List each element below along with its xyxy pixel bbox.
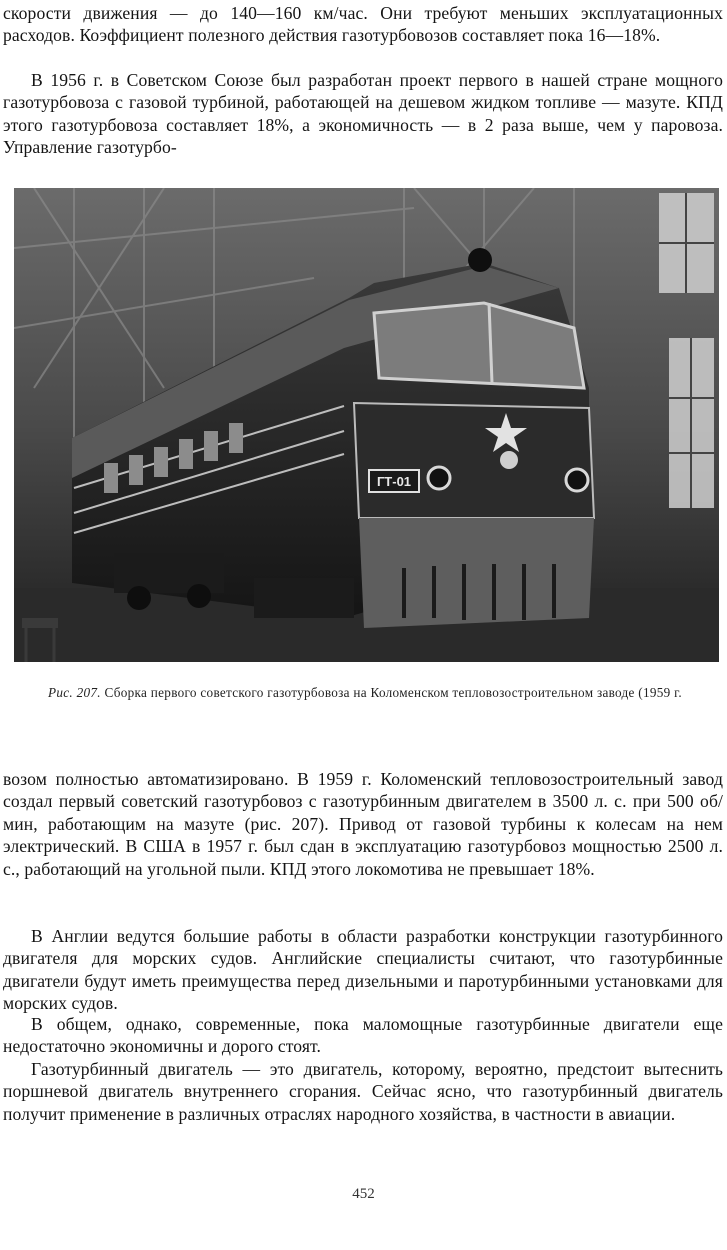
locomotive-number-plate: ГТ-01	[376, 474, 412, 489]
locomotive-photo	[14, 188, 719, 662]
paragraph-in-general: В общем, однако, современные, пока маломощные газотурбинные двигатели еще недостаточно экономичны и дорого стоят.	[3, 1014, 723, 1057]
caption-text: Сборка первого советского газотурбовоза на Коломенском тепловозостроительном заводе (1959 г.	[104, 685, 682, 700]
paragraph-england: В Англии ведутся большие работы в области разработки конструкции газотурбинного двигателя для морских судов. Английские специалисты считают, что газотурбинные двигатели будут иметь преимущества перед дизельными и паротурбинными установками для морских судов.	[3, 926, 723, 1014]
caption-figure-label: Рис. 207.	[48, 685, 101, 700]
figure-caption	[40, 684, 690, 702]
paragraph-conclusion: Газотурбинный двигатель — это двигатель, которому, вероятно, предстоит вытеснить поршневой двигатель внутреннего сгорания. Сейчас ясно, что газотурбинный двигатель получит применение в различных отраслях народного хозяйства, в частности в авиации.	[3, 1059, 723, 1124]
paragraph-1959-kolomna: возом полностью автоматизировано. В 1959 г. Коломенский тепловозостроительный завод создал первый советский газотурбовоз с газотурбинным двигателем в 3500 л. с. при 500 об/мин, работающим на мазуте (рис. 207). Привод от газовой турбины к колесам на нем электрический. В США в 1957 г. был сдан в эксплуатацию газотурбовоз мощностью 2500 л. с., работающий на угольной пыли. КПД этого локомотива не превышает 18%.	[3, 769, 723, 879]
gas-turbine-locomotive-illustration	[14, 188, 719, 662]
page-number: 452	[352, 1186, 375, 1202]
paragraph-speed: скорости движения — до 140—160 км/час. Они требуют меньших эксплуатационных расходов. Коэффициент полезного действия газотурбовозов составляет пока 16—18%.	[3, 3, 723, 46]
paragraph-1956-project: В 1956 г. в Советском Союзе был разработан проект первого в нашей стране мощного газотурбовоза с газовой турбиной, работающей на дешевом жидком топливе — мазуте. КПД этого газотурбовоза составляет 18%, а экономичность — в 2 раза выше, чем у паровоза. Управление газотурбо-	[3, 70, 723, 158]
